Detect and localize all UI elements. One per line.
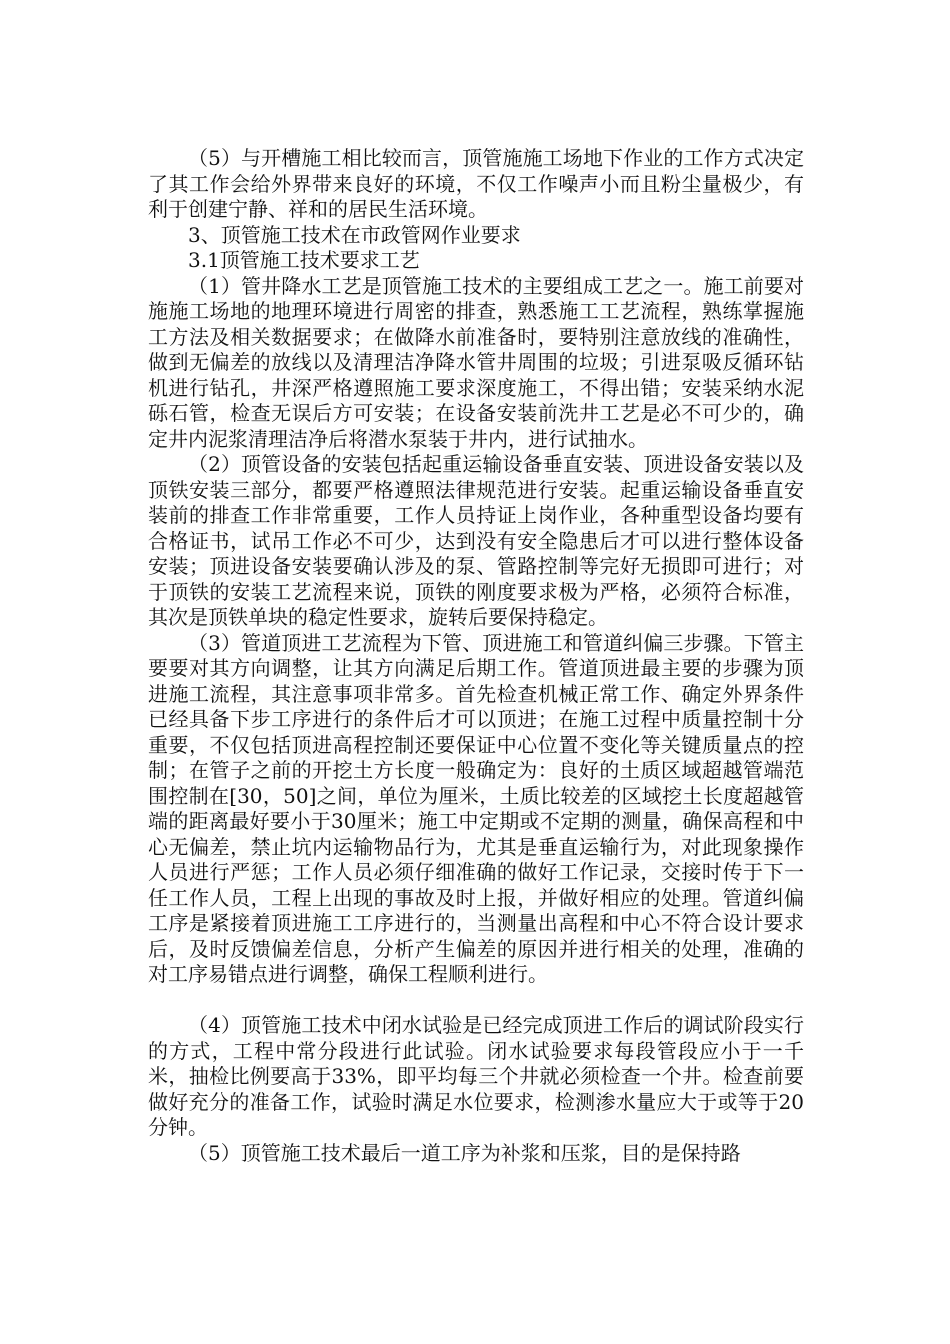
paragraph-closed-water-test: （4）顶管施工技术中闭水试验是已经完成顶进工作后的调试阶段实行的方式，工程中常分段进行此试验。闭水试验要求每段管段应小于一千米，抽检比例要高于33%，即平均每三个井就必须检查一个井。检查前要做好充分的准备工作，试验时满足水位要求，检测渗水量应大于或等于20分钟。 xyxy=(148,1013,804,1139)
section-heading-3: 3、顶管施工技术在市政管网作业要求 xyxy=(188,222,521,247)
paragraph-dewatering: （1）管井降水工艺是顶管施工技术的主要组成工艺之一。施工前要对施施工场地的地理环境进行周密的排查，熟悉施工工艺流程，熟练掌握施工方法及相关数据要求；在做降水前准备时，要特别注意放线的准确性，做到无偏差的放线以及清理洁净降水管井周围的垃圾；引进泵吸反循环钻机进行钻孔，井深严格遵照施工要求深度施工，不得出错；安装采纳水泥砾石管，检查无误后方可安装；在设备安装前洗井工艺是必不可少的，确定井内泥浆清理洁净后将潜水泵装于井内，进行试抽水。 xyxy=(148,273,804,451)
subsection-heading-3-1: 3.1顶管施工技术要求工艺 xyxy=(188,248,420,272)
paragraph-equipment-installation: （2）顶管设备的安装包括起重运输设备垂直安装、顶进设备安装以及顶铁安装三部分，都要严格遵照法律规范进行安装。起重运输设备垂直安装前的排查工作非常重要，工作人员持证上岗作业，各种重型设备均要有合格证书，试吊工作必不可少，达到没有安全隐患后才可以进行整体设备安装；顶进设备安装要确认涉及的泵、管路控制等完好无损即可进行；对于顶铁的安装工艺流程来说，顶铁的刚度要求极为严格，必须符合标准，其次是顶铁单块的稳定性要求，旋转后要保持稳定。 xyxy=(148,452,804,629)
paragraph-gap xyxy=(148,988,804,1014)
paragraph-grouting: （5）顶管施工技术最后一道工序为补浆和压浆，目的是保持路 xyxy=(188,1140,741,1165)
paragraph-item-5-environment: （5）与开槽施工相比较而言，顶管施施工场地下作业的工作方式决定了其工作会给外界带来良好的环境，不仅工作噪声小而且粉尘量极少，有利于创建宁静、祥和的居民生活环境。 xyxy=(148,146,804,221)
document-body xyxy=(148,146,804,1166)
paragraph-pipe-jacking-process: （3）管道顶进工艺流程为下管、顶进施工和管道纠偏三步骤。下管主要要对其方向调整，让其方向满足后期工作。管道顶进最主要的步骤为顶进施工流程，其注意事项非常多。首先检查机械正常工作、确定外界条件已经具备下步工序进行的条件后才可以顶进；在施工过程中质量控制十分重要，不仅包括顶进高程控制还要保证中心位置不变化等关键质量点的控制；在管子之前的开挖土方长度一般确定为：良好的土质区域超越管端范围控制在[30，50]之间，单位为厘米，土质比较差的区域挖土长度超越管端的距离最好要小于30厘米；施工中定期或不定期的测量，确保高程和中心无偏差，禁止坑内运输物品行为，尤其是垂直运输行为，对此现象操作人员进行严惩；工作人员必须仔细准确的做好工作记录，交接时传于下一任工作人员，工程上出现的事故及时上报，并做好相应的处理。管道纠偏工序是紧接着顶进施工工序进行的，当测量出高程和中心不符合设计要求后，及时反馈偏差信息，分析产生偏差的原因并进行相关的处理，准确的对工序易错点进行调整，确保工程顺利进行。 xyxy=(148,630,804,986)
